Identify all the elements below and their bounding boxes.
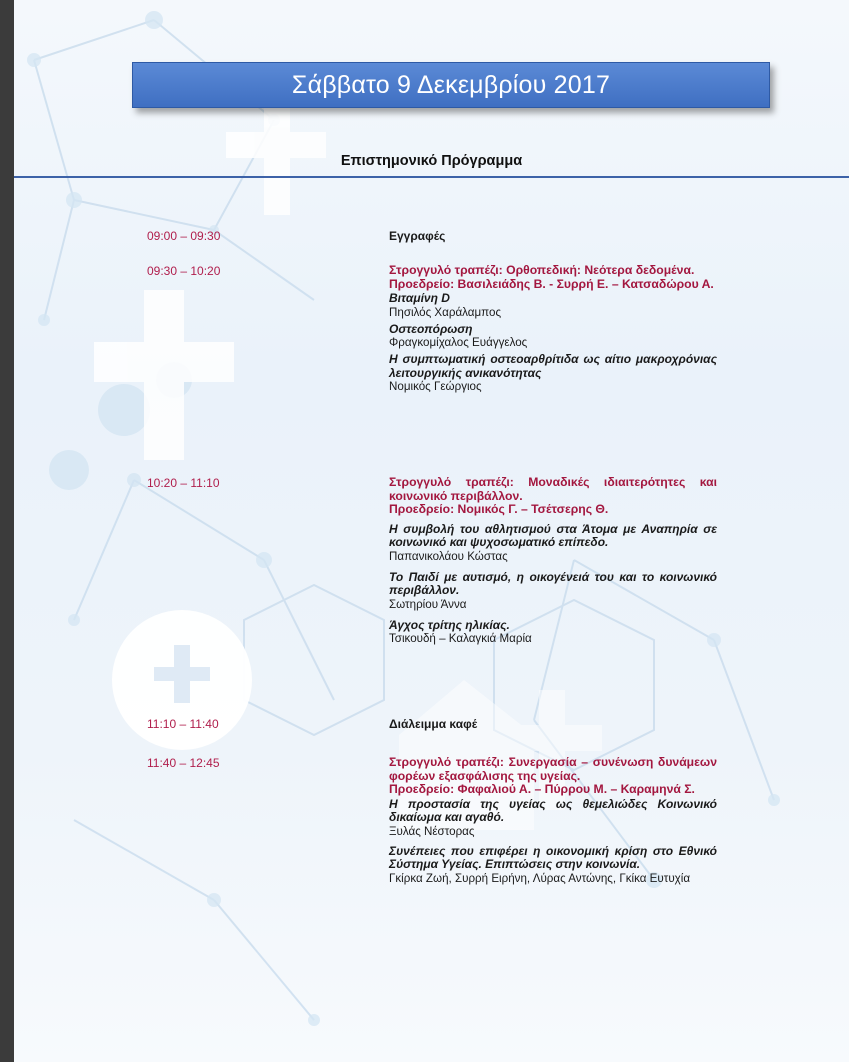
session-time: 09:30 – 10:20 [147, 264, 221, 278]
session-time: 11:40 – 12:45 [147, 756, 220, 770]
talk-speaker: Φραγκομίχαλος Ευάγγελος [389, 336, 528, 349]
talk-speaker: Ξυλάς Νέστορας [389, 824, 475, 838]
session-heading: Στρογγυλό τραπέζι: Μοναδικές ιδιαιτερότητες και κοινωνικό περιβάλλον. [389, 475, 717, 503]
session-label: Διάλειμμα καφέ [389, 717, 478, 731]
date-banner [132, 62, 770, 108]
program-title: Επιστημονικό Πρόγραμμα [340, 153, 523, 169]
session-chairs: Προεδρείο: Φαφαλιού Α. – Πύρρου Μ. – Καραμηνά Σ. [389, 782, 695, 796]
talk-title: Συνέπειες που επιφέρει η οικονομική κρίση στο Εθνικό Σύστημα Υγείας. Επιπτώσεις στην κοινωνία. [389, 843, 717, 871]
talk-speaker: Σωτηρίου Άννα [389, 597, 467, 611]
session-chairs: Προεδρείο: Νομικός Γ. – Τσέτσερης Θ. [389, 502, 609, 516]
session-block [389, 756, 717, 886]
session-time: 11:10 – 11:40 [147, 717, 219, 731]
session-time: 10:20 – 11:10 [147, 476, 220, 490]
talk-speaker: Τσικουδή – Καλαγκιά Μαρία [389, 632, 532, 645]
session-block [389, 229, 717, 243]
talk-title: Το Παιδί με αυτισμό, η οικογένειά του και το κοινωνικό περιβάλλον. [389, 569, 717, 597]
title-divider [14, 176, 849, 178]
talk-title: Άγχος τρίτης ηλικίας. [389, 617, 510, 632]
program-page [14, 0, 849, 1062]
talk-speaker: Παπανικολάου Κώστας [389, 549, 508, 563]
talk-speaker: Γκίρκα Ζωή, Συρρή Ειρήνη, Λύρας Αντώνης, Γκίκα Ευτυχία [389, 871, 691, 885]
session-block [389, 717, 717, 731]
talk-title: Οστεοπόρωση [389, 321, 473, 336]
session-chairs: Προεδρείο: Βασιλειάδης Β. - Συρρή Ε. – Κατσαδώρου Α. [389, 276, 714, 291]
talk-speaker: Νομικός Γεώργιος [389, 380, 482, 393]
talk-title: Βιταμίνη D [389, 291, 450, 305]
talk-title: Η συμβολή του αθλητισμού στα Άτομα με Αναπηρία σε κοινωνικό και ψυχοσωματικό επίπεδο. [389, 521, 717, 549]
talk-title: Η προστασία της υγείας ως θεμελιώδες Κοινωνικό δικαίωμα και αγαθό. [389, 796, 717, 824]
session-heading: Στρογγυλό τραπέζι: Ορθοπεδική: Νεότερα δεδομένα. [389, 263, 695, 277]
session-heading: Στρογγυλό τραπέζι: Συνεργασία – συνένωση δυνάμεων φορέων εξασφάλισης της υγείας. [389, 755, 717, 783]
talk-title: Η συμπτωματική οστεοαρθρίτιδα ως αίτιο μακροχρόνιας λειτουργικής ανικανότητας [389, 352, 717, 380]
date-banner-text: Σάββατο 9 Δεκεμβρίου 2017 [291, 70, 611, 99]
session-time: 09:00 – 09:30 [147, 229, 221, 243]
session-block [389, 264, 717, 394]
session-label: Εγγραφές [389, 229, 446, 243]
viewer-left-edge [0, 0, 14, 1062]
talk-speaker: Πησιλός Χαράλαμπος [389, 305, 502, 319]
session-block [389, 476, 717, 646]
